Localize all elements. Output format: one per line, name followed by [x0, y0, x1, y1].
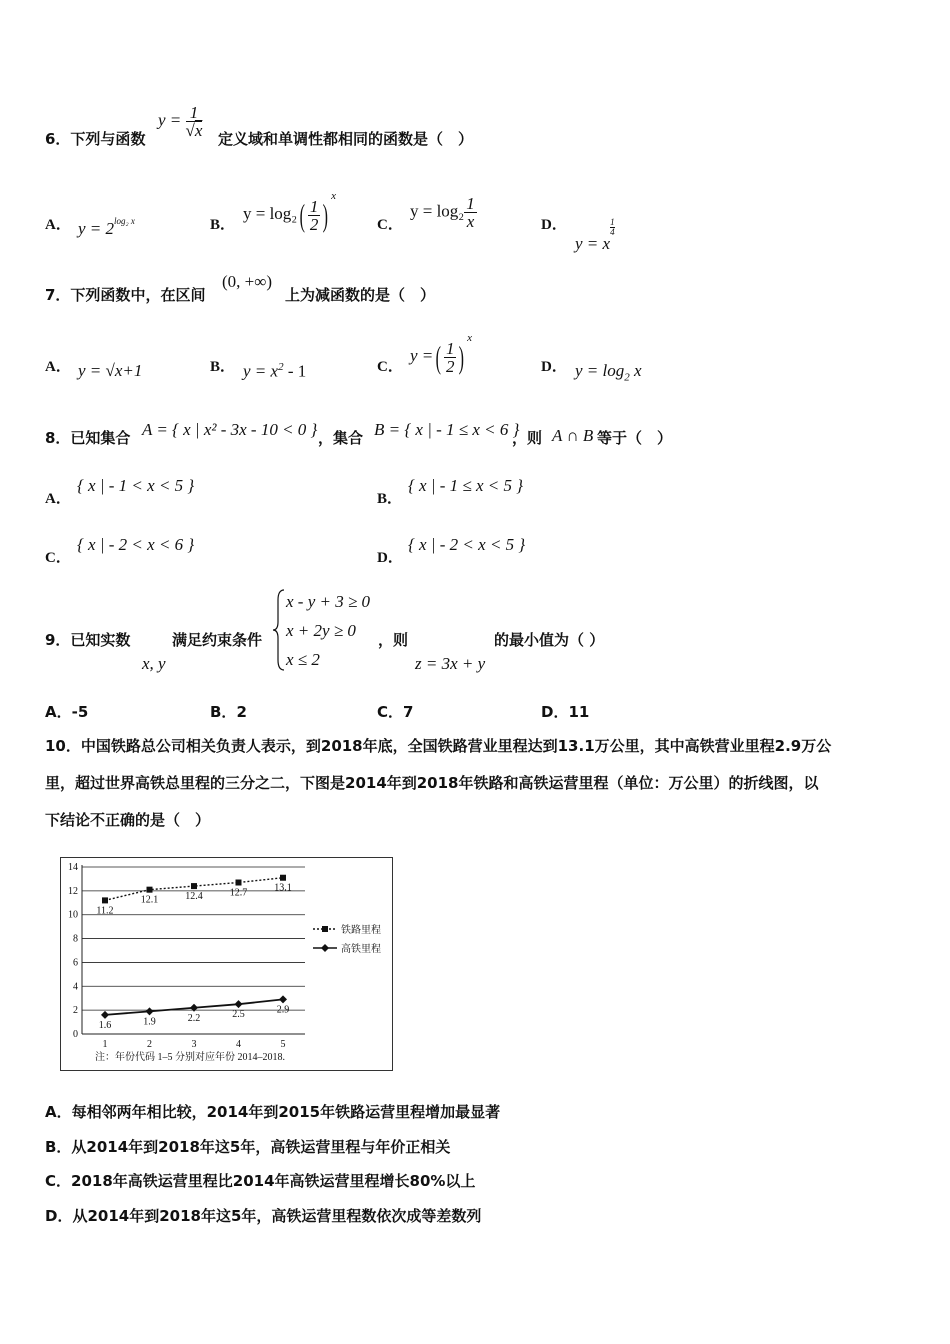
- data-label: 12.1: [140, 894, 159, 906]
- q9-vars: x, y: [142, 654, 166, 673]
- data-label: 1.9: [143, 1016, 156, 1028]
- railway-point: [236, 880, 242, 886]
- q9-suffix: 的最小值为（ ）: [494, 631, 605, 649]
- q6-prefix: 6．下列与函数: [45, 130, 146, 148]
- data-label: 2.2: [187, 1012, 201, 1024]
- y-tick-label: 12: [68, 885, 78, 897]
- y-tick-label: 10: [68, 909, 78, 921]
- q7-suffix: 上为减函数的是（ ）: [285, 286, 436, 304]
- q8-option-c[interactable]: { x | - 2 < x < 6 }: [77, 535, 195, 554]
- q10-line-2: 里，超过世界高铁总里程的三分之二，下图是2014年到2018年铁路和高铁运营里程（单位：万公里）的折线图，以: [45, 774, 819, 792]
- q6-option-b-label[interactable]: B．: [210, 217, 236, 233]
- q6-option-a[interactable]: $y = 2^{log_2 x}$: [78, 216, 135, 238]
- q8-option-d-label[interactable]: D．: [377, 550, 403, 566]
- q7-prefix: 7．下列函数中，在区间: [45, 286, 206, 304]
- data-label: 1.6: [98, 1019, 112, 1031]
- y-tick-label: 6: [73, 957, 78, 969]
- data-label: 13.1: [274, 882, 292, 894]
- chart-note: 注：年份代码 1–5 分别对应年份 2014–2018.: [95, 1052, 285, 1063]
- q9-prefix: 9．已知实数: [45, 631, 131, 649]
- q6-function: [158, 104, 202, 139]
- y-tick-label: 0: [73, 1029, 78, 1040]
- data-label: 11.2: [96, 905, 114, 917]
- data-label: 2.9: [276, 1004, 290, 1016]
- q8-option-a[interactable]: { x | - 1 < x < 5 }: [77, 476, 195, 495]
- q6-func-lhs: y =: [158, 110, 182, 130]
- q6-option-c[interactable]: y = log₂ $\frac{1}{x}$: [410, 194, 475, 231]
- q7-option-d-label[interactable]: D．: [541, 359, 567, 375]
- q7-option-c[interactable]: y =( $\frac{1}{2}$ )$^x$: [410, 332, 472, 376]
- q6-option-a-label[interactable]: A．: [45, 217, 71, 233]
- q10-line-3: 下结论不正确的是（ ）: [45, 811, 211, 829]
- q8-option-a-label[interactable]: A．: [45, 491, 71, 507]
- q8-option-b-label[interactable]: B．: [377, 491, 403, 507]
- data-label: 12.4: [185, 891, 203, 903]
- q6-option-c-label[interactable]: C．: [377, 217, 403, 233]
- q7-option-d[interactable]: $y = \log_2 x$: [575, 361, 642, 384]
- q10-option-b[interactable]: B．从2014年到2018年这5年，高铁运营里程与年价正相关: [45, 1138, 451, 1156]
- q9-constraint-brace: [272, 588, 286, 672]
- q7-option-a-label[interactable]: A．: [45, 359, 71, 375]
- q9-option-d[interactable]: D．11: [541, 703, 590, 721]
- q8-prefix: 8．已知集合: [45, 429, 131, 447]
- legend-label: 铁路里程: [341, 925, 381, 936]
- data-label: 12.7: [229, 887, 248, 899]
- chart-frame: [61, 858, 393, 1071]
- q10-option-d[interactable]: D．从2014年到2018年这5年，高铁运营里程数依次成等差数列: [45, 1207, 482, 1225]
- q6-option-d[interactable]: y = x $\frac{1}{4}$: [575, 217, 615, 253]
- data-label: 2.5: [232, 1009, 245, 1021]
- q8-mid: ，集合: [318, 429, 364, 447]
- q7-interval: (0, +∞): [222, 272, 273, 291]
- y-tick-label: 14: [68, 862, 78, 873]
- x-tick-label: 3: [191, 1039, 197, 1050]
- x-tick-label: 4: [236, 1039, 241, 1050]
- q8-expr: A ∩ B: [552, 426, 594, 445]
- q6-option-b[interactable]: y = log₂( $\frac{1}{2}$ )$^x$: [243, 190, 336, 234]
- q9-mid: 满足约束条件: [172, 631, 263, 649]
- q9-then: ，则: [378, 631, 409, 649]
- y-tick-label: 8: [73, 933, 78, 945]
- line-chart: [60, 857, 393, 1071]
- q8-set-b: B = { x | - 1 ≤ x < 6 }: [374, 420, 520, 439]
- q10-option-c[interactable]: C．2018年高铁运营里程比2014年高铁运营里程增长80%以上: [45, 1172, 476, 1190]
- x-tick-label: 1: [102, 1039, 108, 1050]
- q6-option-d-label[interactable]: D．: [541, 217, 567, 233]
- q10-line-1: 10．中国铁路总公司相关负责人表示，到2018年底，全国铁路营业里程达到13.1万公里，其中高铁营业里程2.9万公: [45, 737, 832, 755]
- q9-target: z = 3x + y: [415, 654, 486, 673]
- q7-option-b-label[interactable]: B．: [210, 359, 236, 375]
- railway-point: [191, 883, 197, 889]
- q9-constraint-2: x + 2y ≥ 0: [286, 621, 356, 640]
- q6-func-den: √x: [185, 121, 203, 140]
- q7-option-a[interactable]: y = √x+1: [78, 361, 143, 380]
- q8-set-a: A = { x | x² - 3x - 10 < 0 }: [142, 420, 318, 439]
- q6-func-num: 1: [186, 104, 203, 122]
- legend-marker: [322, 926, 328, 932]
- q9-option-b[interactable]: B．2: [210, 703, 247, 721]
- q9-constraint-3: x ≤ 2: [286, 650, 320, 669]
- q6-func-frac: [186, 104, 203, 139]
- q8-then: ，则: [512, 429, 543, 447]
- q10-option-a[interactable]: A．每相邻两年相比较，2014年到2015年铁路运营里程增加最显著: [45, 1103, 501, 1121]
- q9-constraint-1: x - y + 3 ≥ 0: [286, 592, 371, 611]
- q7-option-c-label[interactable]: C．: [377, 359, 403, 375]
- y-tick-label: 4: [73, 981, 78, 993]
- railway-point: [280, 875, 286, 881]
- q8-option-c-label[interactable]: C．: [45, 550, 71, 566]
- y-tick-label: 2: [73, 1005, 78, 1017]
- q8-suffix: 等于（ ）: [597, 429, 673, 447]
- railway-point: [102, 897, 108, 903]
- q8-option-b[interactable]: { x | - 1 ≤ x < 5 }: [408, 476, 524, 495]
- railway-point: [147, 887, 153, 893]
- legend-label: 高铁里程: [341, 944, 381, 955]
- x-tick-label: 2: [147, 1039, 152, 1050]
- x-tick-label: 5: [280, 1039, 286, 1050]
- q6-suffix: 定义域和单调性都相同的函数是（ ）: [218, 130, 474, 148]
- q9-option-c[interactable]: C．7: [377, 703, 414, 721]
- q7-option-b[interactable]: $y = x^2 - 1$: [243, 361, 307, 381]
- q8-option-d[interactable]: { x | - 2 < x < 5 }: [408, 535, 526, 554]
- q9-option-a[interactable]: A．-5: [45, 703, 89, 721]
